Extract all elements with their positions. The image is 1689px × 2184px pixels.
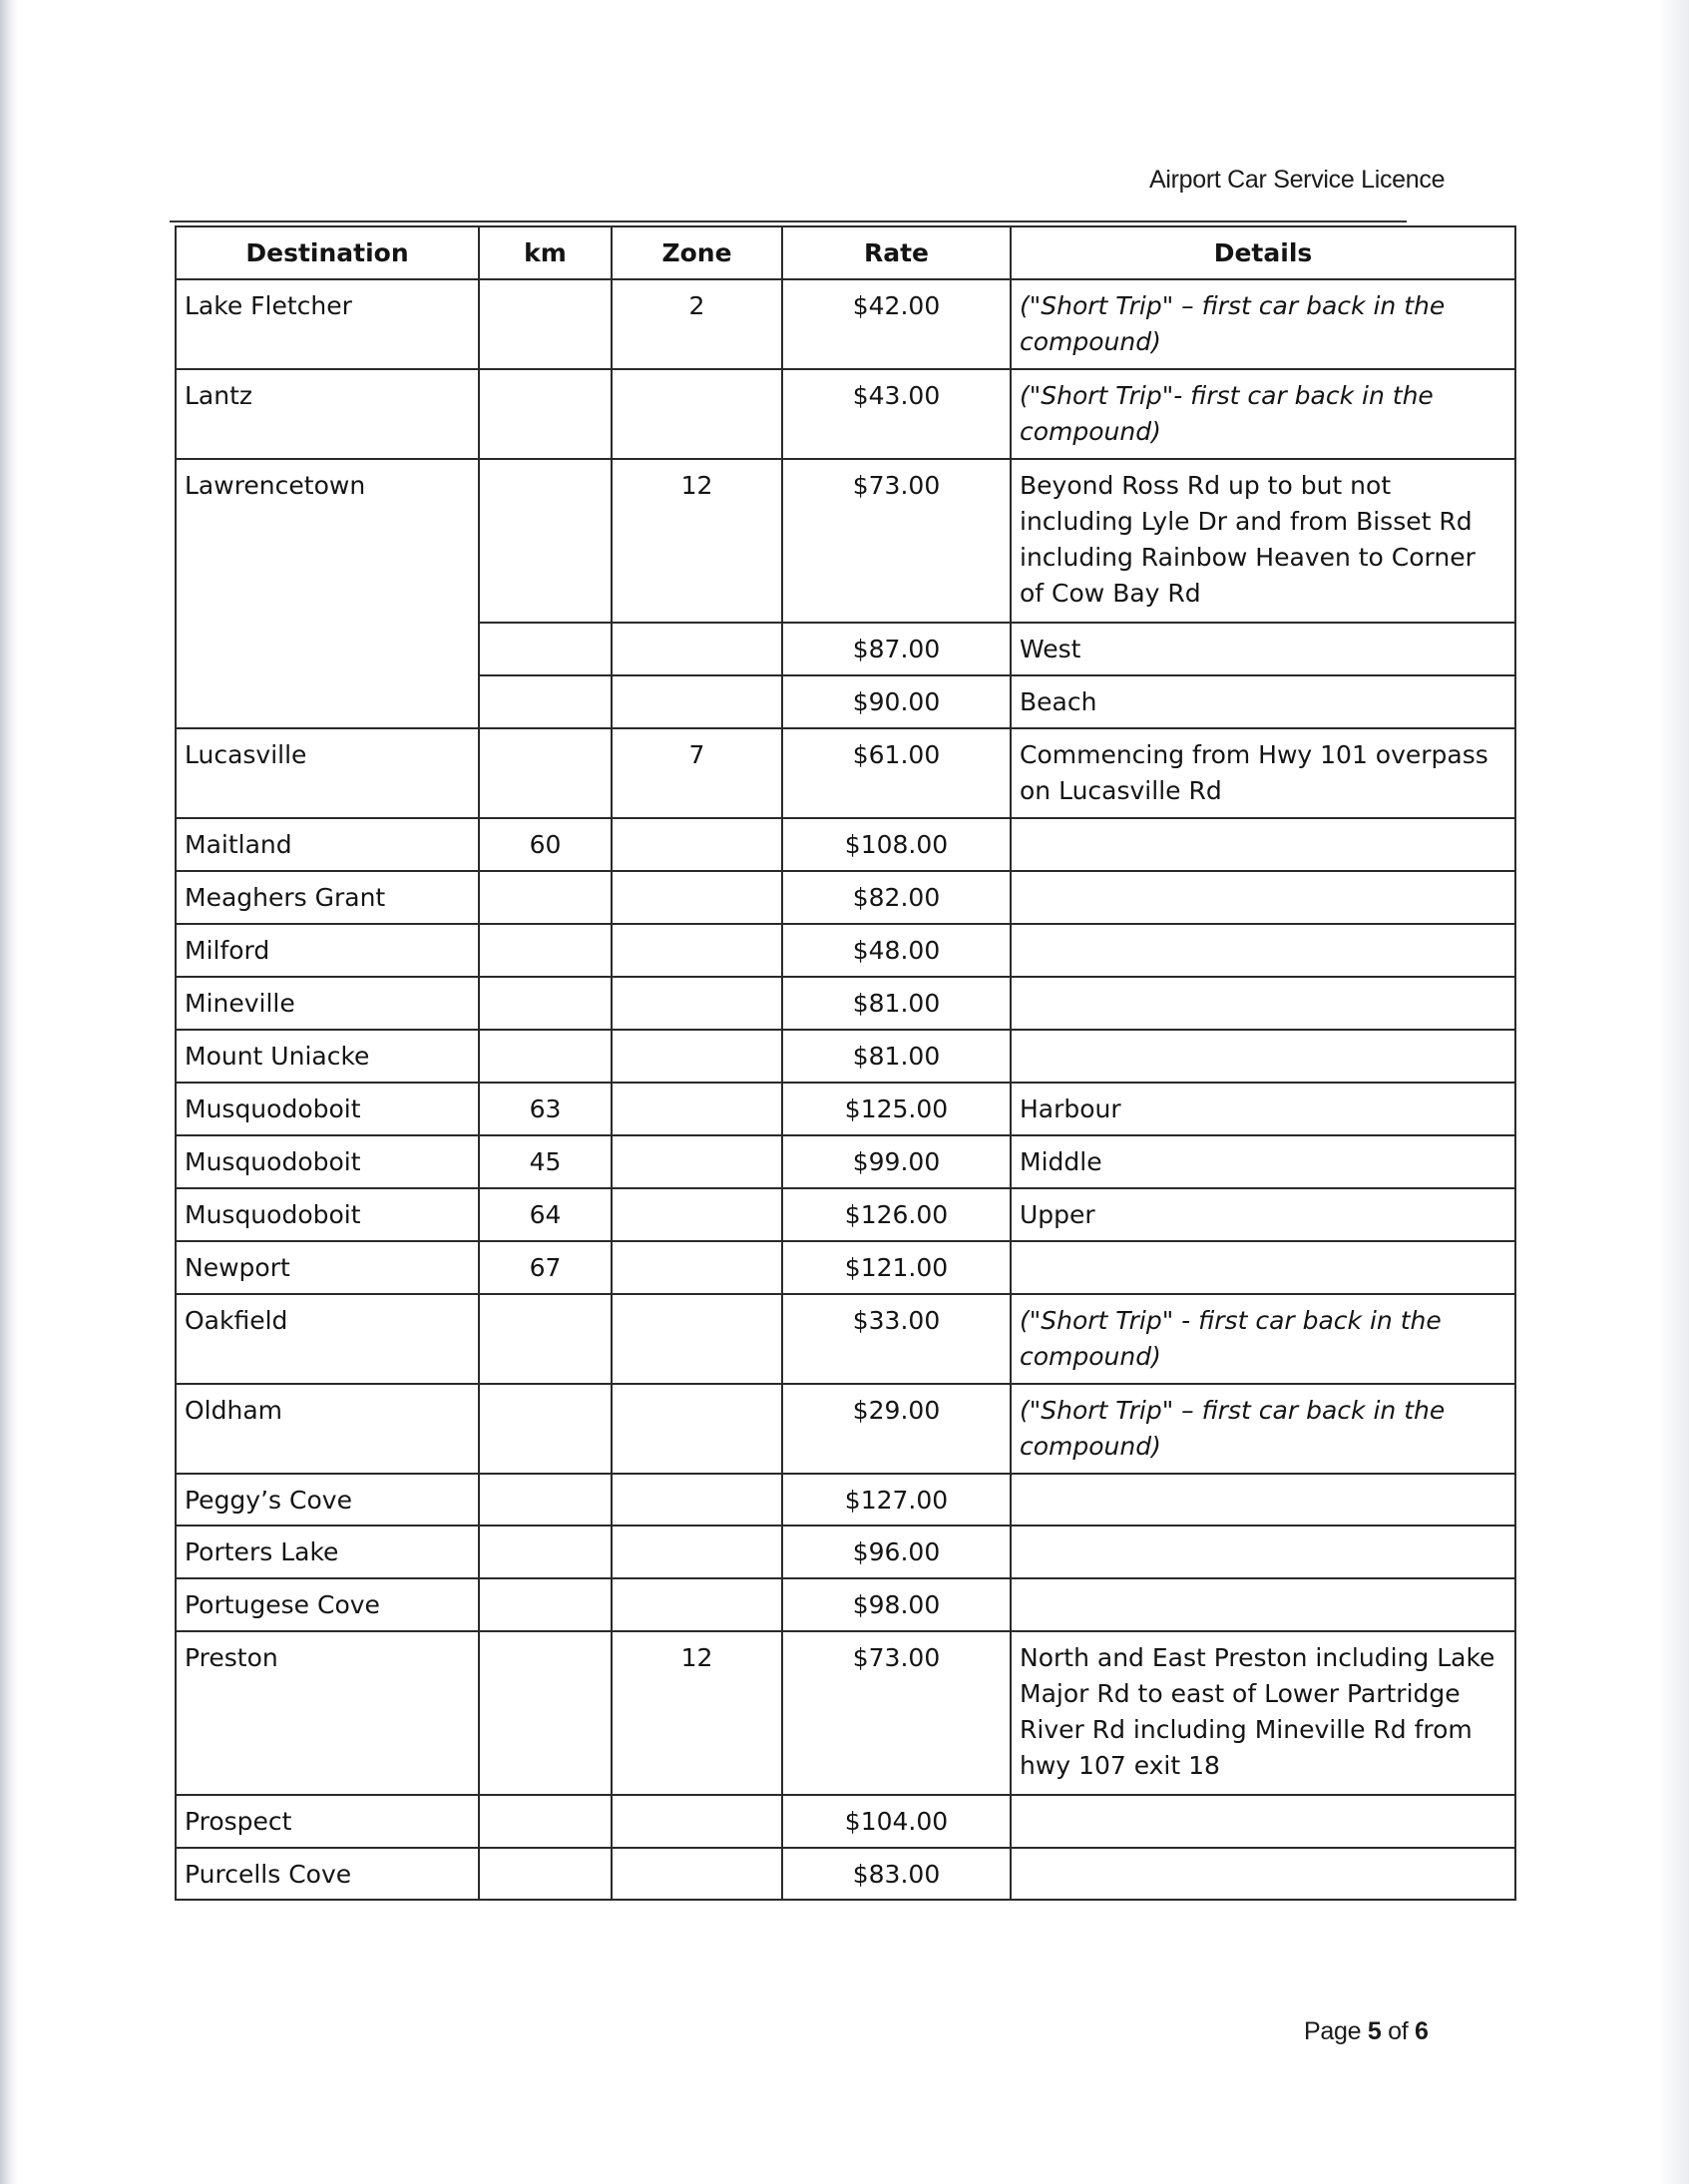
cell-zone: 12 <box>612 1631 782 1795</box>
cell-zone <box>612 977 782 1030</box>
cell-zone <box>612 369 782 459</box>
cell-destination: Lawrencetown <box>176 459 479 728</box>
cell-rate: $48.00 <box>782 924 1011 977</box>
cell-zone: 12 <box>612 459 782 623</box>
cell-rate: $98.00 <box>782 1578 1011 1631</box>
table-row <box>176 1795 1515 1848</box>
table-row <box>176 279 1515 369</box>
page-total-number: 6 <box>1415 2017 1429 2045</box>
cell-rate: $121.00 <box>782 1241 1011 1294</box>
cell-km <box>479 369 612 459</box>
cell-rate: $96.00 <box>782 1526 1011 1578</box>
cell-details <box>1011 1241 1515 1294</box>
cell-details: ("Short Trip" - first car back in the compound) <box>1011 1294 1515 1384</box>
cell-destination: Purcells Cove <box>176 1848 479 1900</box>
cell-rate: $90.00 <box>782 675 1011 728</box>
cell-km: 63 <box>479 1083 612 1135</box>
page-separator: of <box>1388 2017 1409 2045</box>
cell-rate: $104.00 <box>782 1795 1011 1848</box>
cell-destination: Peggy’s Cove <box>176 1474 479 1526</box>
cell-zone: 2 <box>612 279 782 369</box>
cell-km <box>479 1474 612 1526</box>
rates-table <box>175 225 1516 1901</box>
table-header-row <box>176 226 1515 279</box>
page-footer <box>1304 2017 1429 2046</box>
cell-rate: $33.00 <box>782 1294 1011 1384</box>
cell-rate: $81.00 <box>782 977 1011 1030</box>
cell-rate: $81.00 <box>782 1030 1011 1083</box>
cell-km <box>479 977 612 1030</box>
cell-details <box>1011 1795 1515 1848</box>
cell-destination: Meaghers Grant <box>176 871 479 924</box>
cell-km: 45 <box>479 1135 612 1188</box>
cell-details <box>1011 924 1515 977</box>
cell-destination: Oakfield <box>176 1294 479 1384</box>
header-rule <box>170 220 1407 222</box>
cell-km <box>479 924 612 977</box>
cell-zone <box>612 1578 782 1631</box>
cell-km <box>479 1578 612 1631</box>
cell-details: ("Short Trip" – first car back in the compound) <box>1011 279 1515 369</box>
cell-rate: $42.00 <box>782 279 1011 369</box>
cell-rate: $29.00 <box>782 1384 1011 1474</box>
cell-destination: Musquodoboit <box>176 1083 479 1135</box>
cell-km: 64 <box>479 1188 612 1241</box>
cell-km <box>479 1526 612 1578</box>
cell-km <box>479 623 612 675</box>
cell-details: North and East Preston including Lake Major Rd to east of Lower Partridge River Rd including Mineville Rd from hwy 107 exit 18 <box>1011 1631 1515 1795</box>
cell-details: Harbour <box>1011 1083 1515 1135</box>
cell-details: ("Short Trip"- first car back in the compound) <box>1011 369 1515 459</box>
cell-destination: Milford <box>176 924 479 977</box>
cell-destination: Newport <box>176 1241 479 1294</box>
cell-km <box>479 459 612 623</box>
cell-km <box>479 1030 612 1083</box>
cell-zone <box>612 1294 782 1384</box>
cell-rate: $83.00 <box>782 1848 1011 1900</box>
table-row <box>176 369 1515 459</box>
cell-zone <box>612 1526 782 1578</box>
cell-details: West <box>1011 623 1515 675</box>
cell-km <box>479 1631 612 1795</box>
column-header-km: km <box>479 226 612 279</box>
page-label: Page <box>1304 2017 1362 2045</box>
cell-destination: Mount Uniacke <box>176 1030 479 1083</box>
cell-km <box>479 871 612 924</box>
cell-destination: Prospect <box>176 1795 479 1848</box>
table-row <box>176 1474 1515 1526</box>
cell-destination: Oldham <box>176 1384 479 1474</box>
cell-rate: $125.00 <box>782 1083 1011 1135</box>
cell-rate: $127.00 <box>782 1474 1011 1526</box>
table-row <box>176 871 1515 924</box>
cell-details <box>1011 1474 1515 1526</box>
column-header-destination: Destination <box>176 226 479 279</box>
page-current-number: 5 <box>1367 2017 1382 2045</box>
table-row <box>176 1631 1515 1795</box>
cell-destination: Portugese Cove <box>176 1578 479 1631</box>
scan-left-edge-shadow <box>0 0 18 2184</box>
cell-details <box>1011 1578 1515 1631</box>
cell-destination: Mineville <box>176 977 479 1030</box>
table-row <box>176 977 1515 1030</box>
cell-rate: $126.00 <box>782 1188 1011 1241</box>
cell-zone <box>612 1135 782 1188</box>
table-row <box>176 459 1515 623</box>
cell-rate: $43.00 <box>782 369 1011 459</box>
cell-destination: Lucasville <box>176 728 479 818</box>
cell-zone <box>612 1474 782 1526</box>
cell-rate: $82.00 <box>782 871 1011 924</box>
cell-details <box>1011 977 1515 1030</box>
cell-details: Upper <box>1011 1188 1515 1241</box>
table-row <box>176 1526 1515 1578</box>
cell-destination: Lantz <box>176 369 479 459</box>
cell-destination: Preston <box>176 1631 479 1795</box>
column-header-rate: Rate <box>782 226 1011 279</box>
cell-details: Middle <box>1011 1135 1515 1188</box>
cell-zone <box>612 1083 782 1135</box>
table-row <box>176 728 1515 818</box>
table-row <box>176 1294 1515 1384</box>
cell-destination: Porters Lake <box>176 1526 479 1578</box>
cell-details <box>1011 1848 1515 1900</box>
cell-rate: $108.00 <box>782 818 1011 871</box>
scan-right-edge-shadow <box>1659 0 1689 2184</box>
cell-zone <box>612 1241 782 1294</box>
table-row <box>176 1135 1515 1188</box>
cell-km <box>479 728 612 818</box>
column-header-zone: Zone <box>612 226 782 279</box>
cell-details: Beach <box>1011 675 1515 728</box>
cell-zone <box>612 818 782 871</box>
cell-details: ("Short Trip" – first car back in the compound) <box>1011 1384 1515 1474</box>
document-header-title: Airport Car Service Licence <box>1149 166 1446 194</box>
cell-zone <box>612 1188 782 1241</box>
cell-destination: Musquodoboit <box>176 1188 479 1241</box>
table-row <box>176 1188 1515 1241</box>
cell-details <box>1011 871 1515 924</box>
cell-zone <box>612 675 782 728</box>
cell-zone <box>612 1848 782 1900</box>
cell-details <box>1011 1030 1515 1083</box>
table-row <box>176 1578 1515 1631</box>
cell-rate: $87.00 <box>782 623 1011 675</box>
cell-zone <box>612 871 782 924</box>
table-row <box>176 1384 1515 1474</box>
cell-rate: $61.00 <box>782 728 1011 818</box>
cell-rate: $73.00 <box>782 1631 1011 1795</box>
table-row <box>176 818 1515 871</box>
cell-destination: Maitland <box>176 818 479 871</box>
cell-km <box>479 279 612 369</box>
cell-details <box>1011 818 1515 871</box>
rates-table-body <box>176 279 1515 1900</box>
cell-km <box>479 675 612 728</box>
cell-km: 67 <box>479 1241 612 1294</box>
cell-km <box>479 1848 612 1900</box>
cell-rate: $99.00 <box>782 1135 1011 1188</box>
table-row <box>176 1030 1515 1083</box>
column-header-details: Details <box>1011 226 1515 279</box>
table-row <box>176 1241 1515 1294</box>
cell-zone: 7 <box>612 728 782 818</box>
cell-zone <box>612 1030 782 1083</box>
cell-zone <box>612 1795 782 1848</box>
cell-rate: $73.00 <box>782 459 1011 623</box>
cell-km <box>479 1795 612 1848</box>
cell-details: Commencing from Hwy 101 overpass on Lucasville Rd <box>1011 728 1515 818</box>
cell-km: 60 <box>479 818 612 871</box>
table-row <box>176 924 1515 977</box>
cell-km <box>479 1294 612 1384</box>
cell-destination: Lake Fletcher <box>176 279 479 369</box>
cell-destination: Musquodoboit <box>176 1135 479 1188</box>
table-row <box>176 1083 1515 1135</box>
cell-zone <box>612 623 782 675</box>
table-row <box>176 1848 1515 1900</box>
cell-zone <box>612 924 782 977</box>
cell-details <box>1011 1526 1515 1578</box>
cell-zone <box>612 1384 782 1474</box>
cell-km <box>479 1384 612 1474</box>
cell-details: Beyond Ross Rd up to but not including Lyle Dr and from Bisset Rd including Rainbow Heaven to Corner of Cow Bay Rd <box>1011 459 1515 623</box>
